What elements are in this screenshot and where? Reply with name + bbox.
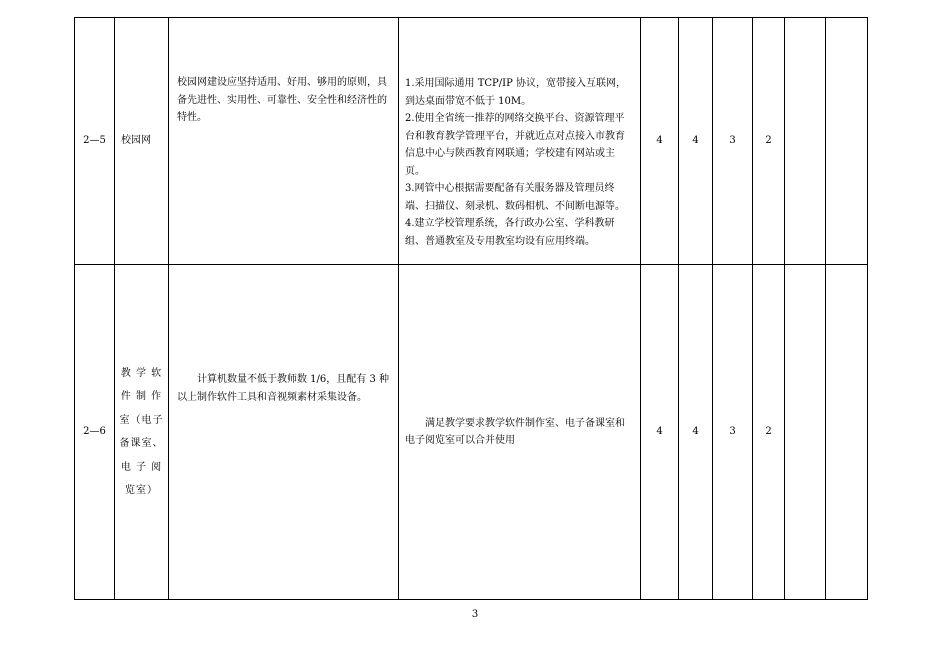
requirement-line: 1.采用国际通用 TCP/IP 协议，宽带接入互联网，到达桌面带宽不低于 10M。 [405,78,626,107]
requirement-cell [399,18,641,265]
score-b: 4 [679,18,713,265]
score-a: 4 [641,18,679,265]
row-id: 2—6 [75,265,115,600]
standard-text: 校园网建设应坚持适用、好用、够用的原则，具备先进性、实用性、可靠性、安全性和经济性的特性。 [169,18,399,265]
score-b: 4 [679,265,713,600]
row-id: 2—5 [75,18,115,265]
empty-cell [826,18,868,265]
requirement-line: 4.建立学校管理系统，各行政办公室、学科教研组、普通教室及专用教室均设有应用终端。 [405,218,615,247]
standard-text: 计算机数量不低于教师数 1/6，且配有 3 种以上制作软件工具和音视频素材采集设备。 [169,265,399,600]
empty-cell [826,265,868,600]
score-a: 4 [641,265,679,600]
requirement-line: 2.使用全省统一推荐的网络交换平台、资源管理平台和教育教学管理平台，并就近点对点接入市教育信息中心与陕西教育网联通；学校建有网站或主页。 [405,113,625,177]
score-d: 2 [753,265,785,600]
standards-table [74,17,868,600]
requirement-line: 3.网管中心根据需要配备有关服务器及管理员终端、扫描仪、刻录机、数码相机、不间断电源等。 [405,183,625,212]
score-d: 2 [753,18,785,265]
score-c: 3 [713,18,753,265]
item-name [115,265,169,600]
item-line: 件 制 作 [120,391,163,402]
table-row [75,18,868,265]
requirement-text: 满足教学要求教学软件制作室、电子备课室和电子阅览室可以合并使用 [399,265,641,600]
item-name: 校园网 [115,18,169,265]
score-c: 3 [713,265,753,600]
table-row [75,265,868,600]
empty-cell [785,265,826,600]
item-line: 室（电子 [119,414,164,426]
item-line: 电 子 阅 [120,461,163,473]
item-line: 备课室、 [119,438,164,449]
page-number: 3 [471,609,479,620]
item-line: 览室） [125,485,158,496]
empty-cell [785,18,826,265]
item-line: 教 学 软 [120,367,163,379]
